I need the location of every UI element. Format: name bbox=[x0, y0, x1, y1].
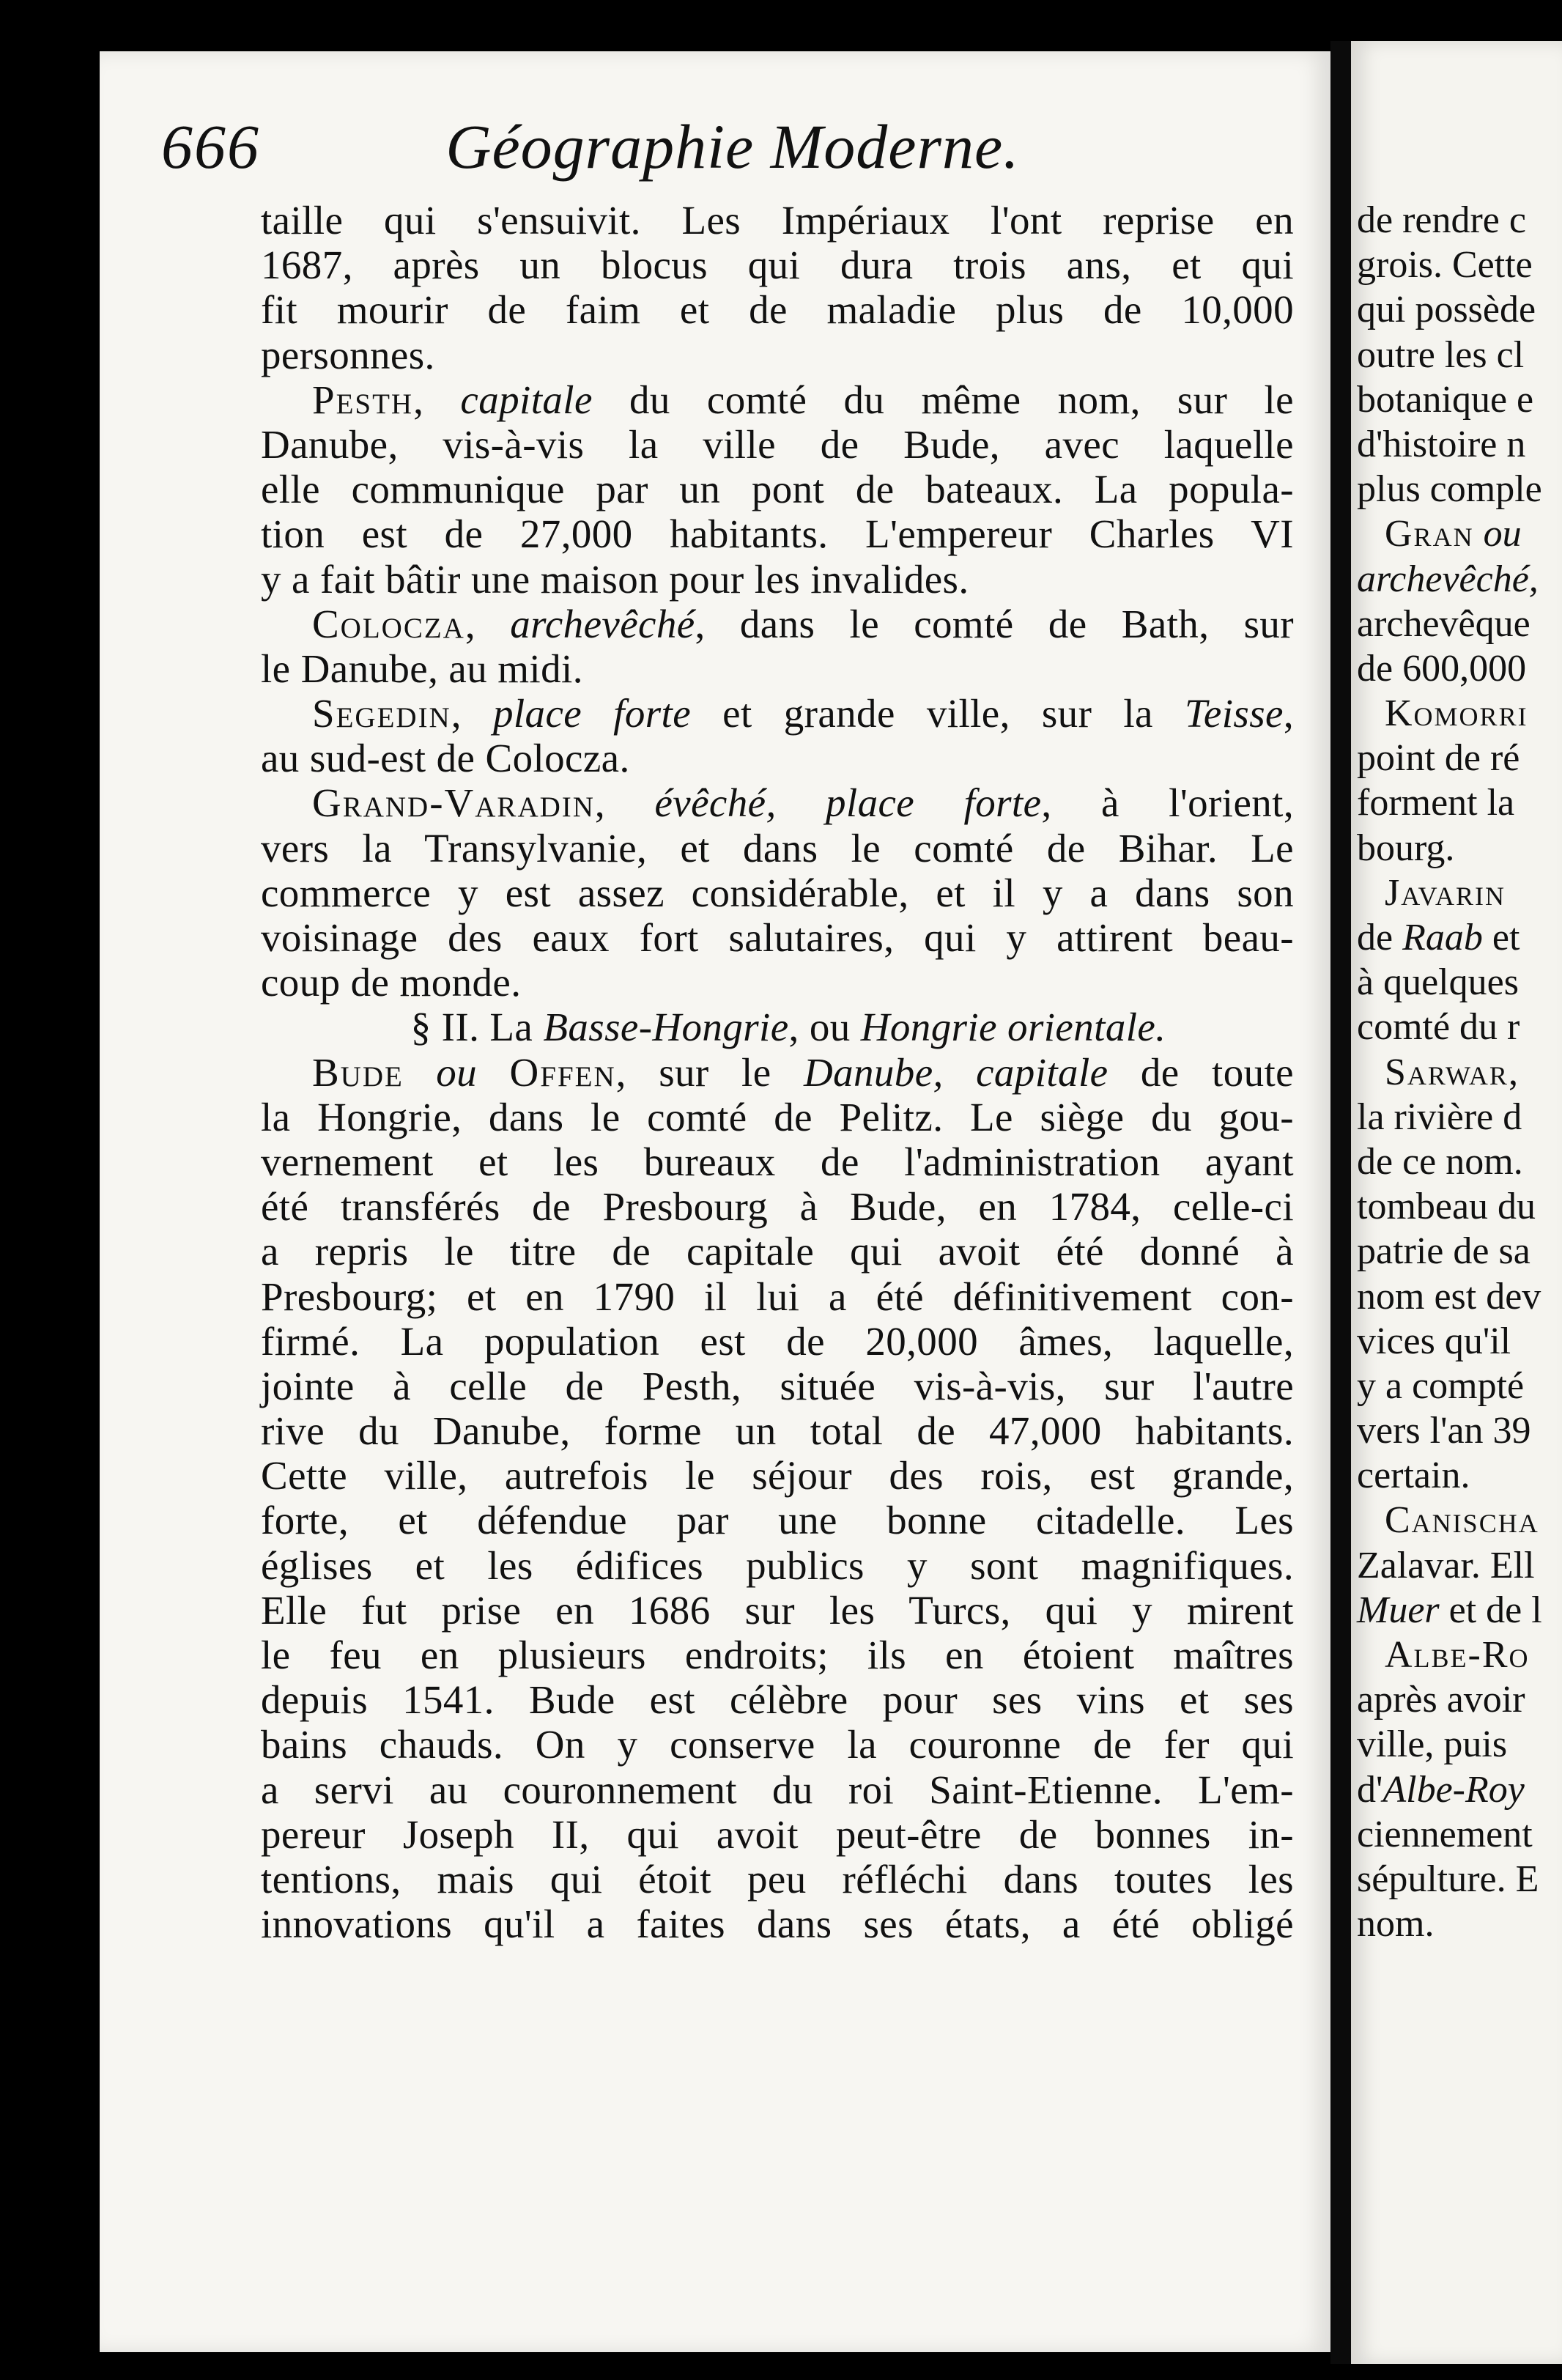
text-run: la Hongrie, dans le comté de Pelitz. Le siège du gou- bbox=[261, 1094, 1294, 1139]
text-run: et de l bbox=[1439, 1589, 1542, 1631]
text-line bbox=[261, 1812, 1294, 1857]
text-run: forment la bbox=[1357, 782, 1515, 824]
place-name: Gran bbox=[1385, 513, 1474, 555]
place-name: Segedin bbox=[312, 691, 451, 736]
text-run: elle communique par un pont de bateaux. La popula- bbox=[261, 467, 1294, 512]
text-run: , à l'orient, bbox=[1041, 780, 1294, 826]
text-run: et bbox=[1482, 917, 1520, 958]
text-line bbox=[261, 1767, 1294, 1812]
text-line bbox=[1357, 1857, 1562, 1902]
text-run: voisinage des eaux fort salutaires, qui y attirent beau- bbox=[261, 915, 1294, 960]
text-line bbox=[261, 602, 1294, 646]
text-line bbox=[1357, 1902, 1562, 1946]
text-run: commerce y est assez considérable, et il y a dans son bbox=[261, 870, 1294, 915]
text-line bbox=[261, 1408, 1294, 1453]
text-run: archevêque bbox=[1357, 602, 1530, 645]
text-run: de 600,000 bbox=[1357, 647, 1527, 690]
text-line bbox=[261, 1588, 1294, 1633]
text-line bbox=[1357, 602, 1562, 646]
text-run: sépulture. E bbox=[1357, 1858, 1539, 1900]
text-line bbox=[261, 467, 1294, 511]
text-line bbox=[1357, 1812, 1562, 1857]
text-line bbox=[261, 1050, 1294, 1095]
text-run: jointe à celle de Pesth, située vis-à-vis, sur l'autre bbox=[261, 1363, 1294, 1408]
text-line bbox=[1357, 1722, 1562, 1767]
italic-text: place forte bbox=[492, 691, 692, 736]
text-run: tion est de 27,000 habitants. L'empereur Charles VI bbox=[261, 511, 1294, 557]
text-run: innovations qu'il a faites dans ses états, a été obligé bbox=[261, 1902, 1294, 1947]
page-header bbox=[161, 110, 1304, 198]
text-line bbox=[261, 871, 1294, 915]
text-run: , bbox=[413, 377, 461, 422]
text-line bbox=[1357, 377, 1562, 422]
text-run: Elle fut prise en 1686 sur les Turcs, qui y mirent bbox=[261, 1587, 1294, 1633]
text-line bbox=[1357, 871, 1562, 915]
text-run: , sur le bbox=[615, 1049, 804, 1095]
text-line bbox=[1357, 646, 1562, 691]
text-run: , bbox=[464, 601, 511, 646]
text-run: patrie de sa bbox=[1357, 1230, 1530, 1273]
text-line bbox=[1357, 243, 1562, 287]
text-run: et grande ville, sur la bbox=[691, 691, 1185, 736]
text-line bbox=[261, 511, 1294, 556]
italic-text: archevêché bbox=[510, 601, 695, 646]
book-gutter bbox=[1330, 41, 1351, 2364]
text-line bbox=[1357, 1498, 1562, 1542]
italic-text: Danube, capitale bbox=[803, 1049, 1108, 1095]
text-line bbox=[261, 287, 1294, 332]
text-run: botanique e bbox=[1357, 378, 1534, 421]
text-run: nom. bbox=[1357, 1903, 1435, 1945]
place-name: Javarin bbox=[1385, 871, 1506, 914]
text-run: de bbox=[1357, 917, 1403, 958]
text-line bbox=[261, 377, 1294, 422]
text-line bbox=[261, 1722, 1294, 1767]
text-line bbox=[1357, 467, 1562, 511]
italic-text: évêché, place forte bbox=[654, 780, 1042, 826]
text-line bbox=[261, 691, 1294, 736]
text-run: ville, puis bbox=[1357, 1723, 1508, 1766]
text-line bbox=[1357, 1139, 1562, 1184]
text-run: , ou bbox=[788, 1005, 861, 1050]
text-line bbox=[261, 826, 1294, 871]
italic-text: Albe-Roy bbox=[1383, 1768, 1525, 1811]
text-run: fit mourir de faim et de maladie plus de 10,000 bbox=[261, 287, 1294, 333]
text-run: , bbox=[451, 691, 493, 736]
text-line bbox=[261, 960, 1294, 1005]
text-line bbox=[261, 1453, 1294, 1498]
text-line bbox=[1357, 557, 1562, 602]
text-line bbox=[1357, 915, 1562, 960]
text-line bbox=[1357, 1274, 1562, 1319]
text-line bbox=[1357, 1633, 1562, 1677]
place-name: Canischa bbox=[1385, 1499, 1539, 1542]
text-line bbox=[1357, 511, 1562, 556]
text-run: pereur Joseph II, qui avoit peut-être de bonnes in- bbox=[261, 1811, 1294, 1857]
italic-text: ou bbox=[436, 1049, 478, 1095]
text-run: nom est dev bbox=[1357, 1275, 1541, 1318]
text-line bbox=[1357, 1319, 1562, 1364]
text-run: du comté du même nom, sur le bbox=[592, 377, 1294, 422]
text-run: la rivière d bbox=[1357, 1095, 1522, 1138]
italic-text: ou bbox=[1483, 513, 1522, 555]
text-line bbox=[1357, 333, 1562, 377]
text-line bbox=[1357, 736, 1562, 780]
italic-text: archevêché, bbox=[1357, 558, 1539, 600]
text-run: rive du Danube, forme un total de 47,000 habitants. bbox=[261, 1408, 1294, 1454]
text-run: certain. bbox=[1357, 1455, 1470, 1497]
text-run: grois. Cette bbox=[1357, 244, 1533, 287]
text-run: ciennement bbox=[1357, 1813, 1533, 1855]
text-line bbox=[1357, 1364, 1562, 1408]
text-line bbox=[261, 422, 1294, 467]
text-run bbox=[477, 1050, 509, 1095]
text-run: y a compté bbox=[1357, 1364, 1525, 1407]
text-line bbox=[1357, 1408, 1562, 1453]
text-run: forte, et défendue par une bonne citadelle. Les bbox=[261, 1498, 1294, 1543]
text-run: § II. La bbox=[410, 1005, 544, 1050]
text-run: plus comple bbox=[1357, 468, 1542, 511]
place-name: Grand-Varadin bbox=[312, 780, 595, 826]
text-run: coup de monde. bbox=[261, 960, 522, 1005]
text-run: , bbox=[1283, 691, 1294, 736]
place-name: Pesth bbox=[312, 377, 414, 422]
text-run: tombeau du bbox=[1357, 1186, 1536, 1228]
text-line bbox=[261, 736, 1294, 780]
text-run bbox=[1474, 513, 1484, 555]
text-run: bains chauds. On y conserve la couronne de fer qui bbox=[261, 1722, 1294, 1767]
text-line bbox=[1357, 422, 1562, 467]
text-run: été transférés de Presbourg à Bude, en 1784, celle-ci bbox=[261, 1184, 1294, 1230]
text-run: vers l'an 39 bbox=[1357, 1410, 1531, 1452]
text-run: y a fait bâtir une maison pour les invalides. bbox=[261, 556, 969, 602]
place-name: Colocza bbox=[312, 601, 465, 646]
text-run: , bbox=[594, 780, 655, 826]
text-line bbox=[1357, 1229, 1562, 1274]
text-run: d' bbox=[1357, 1768, 1383, 1811]
text-run: vernement et les bureaux de l'administration ayant bbox=[261, 1139, 1294, 1184]
text-line bbox=[261, 333, 1294, 377]
text-line bbox=[261, 1095, 1294, 1139]
right-page-text bbox=[1357, 198, 1562, 1946]
text-line bbox=[261, 780, 1294, 825]
text-run: point de ré bbox=[1357, 737, 1520, 780]
text-line bbox=[261, 198, 1294, 243]
text-line bbox=[1357, 1767, 1562, 1812]
text-run: le feu en plusieurs endroits; ils en étoient maîtres bbox=[261, 1633, 1294, 1677]
text-run: Cette ville, autrefois le séjour des rois, est grande, bbox=[261, 1453, 1294, 1498]
text-run: d'histoire n bbox=[1357, 423, 1526, 465]
text-run: vices qu'il bbox=[1357, 1320, 1511, 1362]
text-line bbox=[1357, 1005, 1562, 1049]
text-line bbox=[261, 1902, 1294, 1946]
text-line bbox=[261, 1633, 1294, 1677]
text-run: Danube, vis-à-vis la ville de Bude, avec laquelle bbox=[261, 421, 1294, 467]
text-line bbox=[261, 1543, 1294, 1588]
text-run: après avoir bbox=[1357, 1679, 1525, 1721]
text-run: Presbourg; et en 1790 il lui a été définitivement con- bbox=[261, 1274, 1294, 1319]
text-run: Zalavar. Ell bbox=[1357, 1544, 1535, 1586]
text-run: de ce nom. bbox=[1357, 1140, 1523, 1183]
text-line bbox=[261, 1184, 1294, 1229]
text-line bbox=[1357, 780, 1562, 825]
text-line bbox=[1357, 1184, 1562, 1229]
text-run: églises et les édifices publics y sont magnifiques. bbox=[261, 1542, 1294, 1588]
text-run: vers la Transylvanie, et dans le comté de Bihar. Le bbox=[261, 825, 1294, 871]
text-run: qui possède bbox=[1357, 289, 1536, 331]
text-run: firmé. La population est de 20,000 âmes, laquelle, bbox=[261, 1318, 1294, 1364]
text-line bbox=[261, 646, 1294, 691]
text-line bbox=[1357, 198, 1562, 243]
text-run: a servi au couronnement du roi Saint-Etienne. L'em- bbox=[261, 1767, 1294, 1812]
page-number: 666 bbox=[161, 111, 260, 182]
left-page-text bbox=[261, 198, 1294, 1946]
italic-text: Basse-Hongrie bbox=[543, 1005, 789, 1050]
place-name: Komorri bbox=[1385, 692, 1528, 735]
text-run: le Danube, au midi. bbox=[261, 646, 583, 691]
text-line bbox=[261, 1139, 1294, 1184]
text-line bbox=[261, 1274, 1294, 1319]
text-line bbox=[1357, 1050, 1562, 1095]
text-run: 1687, après un blocus qui dura trois ans, et qui bbox=[261, 243, 1294, 288]
italic-text: Hongrie orientale. bbox=[860, 1005, 1166, 1050]
text-run bbox=[404, 1050, 436, 1095]
text-run: de toute bbox=[1108, 1049, 1294, 1095]
italic-text: Raab bbox=[1402, 917, 1483, 958]
text-run: tentions, mais qui étoit peu réfléchi dans toutes les bbox=[261, 1856, 1294, 1902]
text-line bbox=[1357, 960, 1562, 1005]
section-heading bbox=[261, 1005, 1294, 1049]
scan-border bbox=[0, 0, 1562, 51]
text-line bbox=[1357, 1543, 1562, 1588]
text-line bbox=[261, 243, 1294, 287]
place-name: Albe-Ro bbox=[1385, 1634, 1530, 1676]
text-run: taille qui s'ensuivit. Les Impériaux l'ont reprise en bbox=[261, 198, 1294, 243]
text-line bbox=[261, 1677, 1294, 1722]
text-run: outre les cl bbox=[1357, 333, 1525, 376]
text-run: , dans le comté de Bath, sur bbox=[695, 601, 1294, 646]
place-name: Bude bbox=[312, 1049, 404, 1095]
place-name: Offen bbox=[509, 1049, 616, 1095]
text-line bbox=[261, 1229, 1294, 1274]
text-run: bourg. bbox=[1357, 827, 1455, 869]
text-line bbox=[261, 1319, 1294, 1364]
text-run: au sud-est de Colocza. bbox=[261, 736, 630, 781]
text-line bbox=[1357, 1095, 1562, 1139]
text-run: comté du r bbox=[1357, 1006, 1520, 1049]
text-line bbox=[1357, 1677, 1562, 1722]
text-line bbox=[1357, 691, 1562, 736]
text-line bbox=[261, 1857, 1294, 1902]
text-line bbox=[1357, 287, 1562, 332]
italic-text: Muer bbox=[1357, 1589, 1440, 1631]
text-run: depuis 1541. Bude est célèbre pour ses vins et ses bbox=[261, 1677, 1294, 1723]
place-name: Sarwar, bbox=[1385, 1051, 1520, 1093]
text-line bbox=[1357, 1453, 1562, 1498]
italic-text: Teisse bbox=[1184, 691, 1284, 736]
text-line bbox=[261, 557, 1294, 602]
text-run: à quelques bbox=[1357, 961, 1519, 1004]
text-line bbox=[261, 1498, 1294, 1542]
text-run: de rendre c bbox=[1357, 199, 1526, 241]
text-line bbox=[261, 915, 1294, 960]
text-line bbox=[261, 1364, 1294, 1408]
text-line bbox=[1357, 826, 1562, 871]
italic-text: capitale bbox=[460, 377, 593, 422]
running-title: Géographie Moderne. bbox=[445, 111, 1020, 182]
text-line bbox=[1357, 1588, 1562, 1633]
text-run: a repris le titre de capitale qui avoit été donné à bbox=[261, 1229, 1294, 1274]
text-run: personnes. bbox=[261, 332, 435, 377]
